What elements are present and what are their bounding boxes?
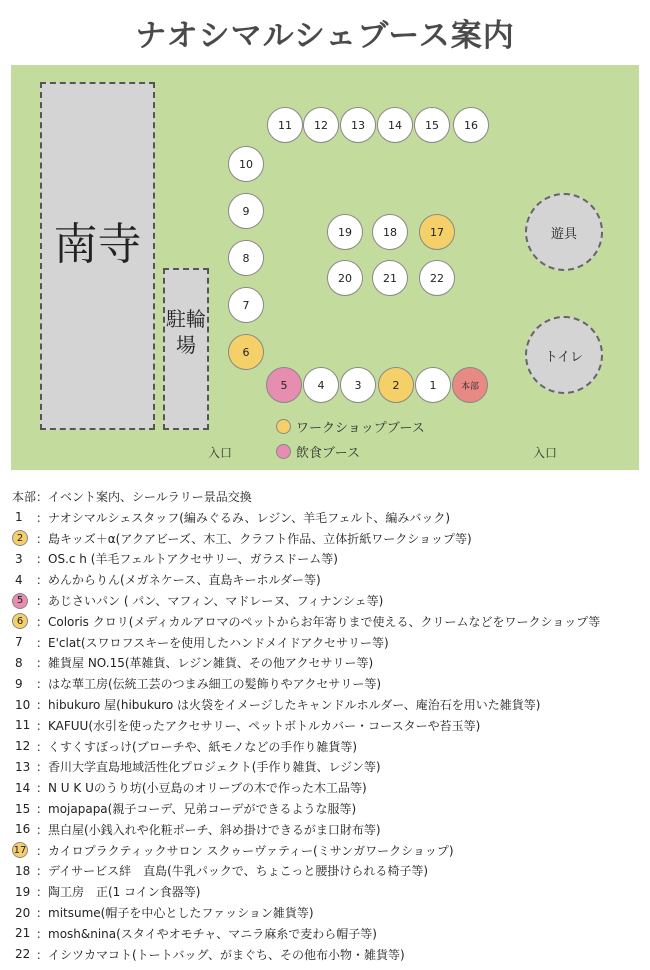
list-item <box>12 632 650 653</box>
list-item-number <box>12 530 36 546</box>
list-item-number <box>12 718 36 732</box>
booth-number-icon: 6 <box>12 613 28 629</box>
toilet: トイレ <box>525 316 603 394</box>
list-item-number <box>12 573 36 587</box>
list-item <box>12 653 650 674</box>
list-item-description: デイサービス絆 直島(牛乳パックで、ちょこっと腰掛けられる椅子等) <box>48 864 429 879</box>
booth-12[interactable]: 12 <box>303 107 339 143</box>
list-item-description: くすくすぼっけ(ブローチや、紙モノなどの手作り雑貨等) <box>48 739 358 754</box>
booth-number: 8 <box>15 655 23 670</box>
entrance-right-label: 入口 <box>533 446 558 460</box>
list-item-description: mojapapa(親子コーデ、兄弟コーデができるような服等) <box>48 802 357 817</box>
booth-number-icon: 5 <box>12 593 28 609</box>
list-item-description: はな華工房(伝統工芸のつまみ細工の髪飾りやアクセサリー等) <box>48 677 382 692</box>
booth-8[interactable]: 8 <box>228 240 264 276</box>
legend-workshop-label: ワークショップブース <box>296 421 425 436</box>
list-item <box>12 819 650 840</box>
list-item-colon: ： <box>36 677 49 692</box>
list-item <box>12 757 650 778</box>
booth-number: 19 <box>15 884 31 899</box>
list-item-colon: ： <box>36 947 49 962</box>
list-item-colon: ： <box>36 885 49 900</box>
list-item-colon: ： <box>36 739 49 754</box>
temple-label: 南寺 <box>53 219 142 270</box>
booth-16[interactable]: 16 <box>453 107 489 143</box>
list-item <box>12 507 650 528</box>
booth-list <box>12 487 650 965</box>
booth-number: 14 <box>15 780 31 795</box>
list-item-description: E'clat(スワロフスキーを使用したハンドメイドアクセサリー等) <box>48 635 389 650</box>
list-item-colon: ： <box>36 614 49 629</box>
playground: 遊具 <box>525 193 603 271</box>
booth-20[interactable]: 20 <box>327 260 363 296</box>
booth-number: 20 <box>15 905 31 920</box>
booth-3[interactable]: 3 <box>340 367 376 403</box>
list-item <box>12 590 650 611</box>
booth-22[interactable]: 22 <box>419 260 455 296</box>
list-item-number <box>12 947 36 961</box>
list-item-number <box>12 698 36 712</box>
list-item <box>12 798 650 819</box>
legend-food <box>276 442 360 461</box>
list-item-number <box>12 510 36 524</box>
booth-6[interactable]: 6 <box>228 334 264 370</box>
booth-number: 12 <box>15 739 31 754</box>
page-title: ナオシマルシェブース案内 <box>135 18 515 54</box>
booth-18[interactable]: 18 <box>372 214 408 250</box>
list-item-colon: ： <box>36 822 49 837</box>
list-item <box>12 569 650 590</box>
list-item <box>12 549 650 570</box>
list-item-description: N U K Uのうり坊(小豆島のオリーブの木で作った木工品等) <box>48 781 367 796</box>
list-item-colon: ： <box>36 594 49 609</box>
list-item-number <box>12 864 36 878</box>
list-item-description: mosh&nina(スタイやオモチャ、マニラ麻糸で麦わら帽子等) <box>48 926 377 941</box>
booth-13[interactable]: 13 <box>340 107 376 143</box>
list-item <box>12 902 650 923</box>
list-item-colon: ： <box>36 656 49 671</box>
list-item-number <box>12 613 36 629</box>
list-item-description: OS.c h (羊毛フェルトアクセサリー、ガラスドーム等) <box>48 552 338 567</box>
list-item <box>12 715 650 736</box>
list-item-colon: ： <box>36 760 49 775</box>
booth-11[interactable]: 11 <box>267 107 303 143</box>
list-item-description: KAFUU(水引を使ったアクセサリー、ペットボトルカバー・コースターや苔玉等) <box>48 718 481 733</box>
list-item <box>12 611 650 632</box>
booth-2[interactable]: 2 <box>378 367 414 403</box>
list-item-number <box>12 635 36 649</box>
list-item-description: 香川大学直島地域活性化プロジェクト(手作り雑貨、レジン等) <box>48 760 381 775</box>
booth-1[interactable]: 1 <box>415 367 451 403</box>
list-item <box>12 736 650 757</box>
list-item-colon: ： <box>36 510 49 525</box>
list-item-description: 島キッズ＋α(アクアビーズ、木工、クラフト作品、立体折紙ワークショップ等) <box>48 531 472 546</box>
list-item-number <box>12 552 36 566</box>
booth-number: 1 <box>15 510 23 525</box>
list-item-colon: ： <box>36 552 49 567</box>
list-item-colon: ： <box>36 906 49 921</box>
booth-number: 21 <box>15 926 31 941</box>
list-item-colon: ： <box>36 843 49 858</box>
hq-description: 本部：イベント案内、シールラリー景品交換 <box>12 490 252 504</box>
booth-number: 3 <box>15 551 23 566</box>
list-item <box>12 923 650 944</box>
list-item <box>12 861 650 882</box>
list-item <box>12 777 650 798</box>
list-item-colon: ： <box>36 635 49 650</box>
list-item-description: イシツカマコト(トートバッグ、がまぐち、その他布小物・雑貨等) <box>48 947 405 962</box>
booth-19[interactable]: 19 <box>327 214 363 250</box>
list-item-number <box>12 781 36 795</box>
list-item-colon: ： <box>36 718 49 733</box>
list-item-description: 雑貨屋 NO.15(革雑貨、レジン雑貨、その他アクセサリー等) <box>48 656 374 671</box>
list-item <box>12 944 650 965</box>
booth-number: 4 <box>15 572 23 587</box>
bicycle-parking <box>163 268 209 430</box>
list-item-colon: ： <box>36 802 49 817</box>
list-item <box>12 840 650 861</box>
list-item-number <box>12 822 36 836</box>
booth-number-icon: 17 <box>12 842 28 858</box>
booth-10[interactable]: 10 <box>228 146 264 182</box>
list-item-description: Coloris クロリ(メディカルアロマのペットからお年寄りまで使える、クリームなどをワークショップ等 <box>48 614 601 629</box>
food-legend-icon <box>276 444 291 459</box>
list-item-description: 陶工房 正(1 コイン食器等) <box>48 885 201 900</box>
list-item-number <box>12 906 36 920</box>
booth-number: 10 <box>15 697 31 712</box>
booth-hq[interactable]: 本部 <box>452 367 488 403</box>
booth-9[interactable]: 9 <box>228 193 264 229</box>
list-item-number <box>12 842 36 858</box>
booth-5[interactable]: 5 <box>266 367 302 403</box>
list-item-description: hibukuro 屋(hibukuro は火袋をイメージしたキャンドルホルダー、庵治石を用いた雑貨等) <box>48 698 541 713</box>
booth-number: 22 <box>15 947 31 962</box>
list-item-description: カイロプラクティックサロン スクゥーヴァティー(ミサンガワークショップ) <box>48 843 454 858</box>
list-item-number <box>12 739 36 753</box>
list-item-number <box>12 760 36 774</box>
booth-4[interactable]: 4 <box>303 367 339 403</box>
list-item-colon: ： <box>36 781 49 796</box>
list-item-colon: ： <box>36 698 49 713</box>
booth-15[interactable]: 15 <box>414 107 450 143</box>
list-item-number <box>12 593 36 609</box>
booth-number-icon: 2 <box>12 530 28 546</box>
list-item-number <box>12 656 36 670</box>
list-item-colon: ： <box>36 573 49 588</box>
list-item-description: 黒白屋(小銭入れや化粧ポーチ、斜め掛けできるがま口財布等) <box>48 822 381 837</box>
booth-number: 16 <box>15 822 31 837</box>
list-item <box>12 528 650 549</box>
list-item-description: mitsume(帽子を中心としたファッション雑貨等) <box>48 906 314 921</box>
list-item-colon: ： <box>36 531 49 546</box>
booth-14[interactable]: 14 <box>377 107 413 143</box>
booth-number: 7 <box>15 635 23 650</box>
booth-number: 18 <box>15 863 31 878</box>
booth-7[interactable]: 7 <box>228 287 264 323</box>
list-item-description: あじさいパン ( パン、マフィン、マドレーヌ、フィナンシェ等) <box>48 594 384 609</box>
legend-workshop <box>276 417 425 436</box>
booth-17[interactable]: 17 <box>419 214 455 250</box>
list-item-number <box>12 885 36 899</box>
booth-number: 9 <box>15 676 23 691</box>
bicycle-parking-label: 駐輪場 <box>166 307 206 357</box>
list-item-description: ナオシマルシェスタッフ(編みぐるみ、レジン、羊毛フェルト、編みバック) <box>48 510 451 525</box>
list-item-number <box>12 802 36 816</box>
venue-map <box>11 65 639 470</box>
list-item-colon: ： <box>36 926 49 941</box>
legend-food-label: 飲食ブース <box>296 446 360 461</box>
list-item-number <box>12 926 36 940</box>
booth-number: 15 <box>15 801 31 816</box>
entrance-left-label: 入口 <box>208 446 233 460</box>
booth-21[interactable]: 21 <box>372 260 408 296</box>
list-item <box>12 694 650 715</box>
list-item-colon: ： <box>36 864 49 879</box>
list-item <box>12 673 650 694</box>
list-item-number <box>12 677 36 691</box>
workshop-legend-icon <box>276 419 291 434</box>
booth-number: 11 <box>15 718 31 733</box>
temple-building <box>40 82 155 430</box>
booth-number: 13 <box>15 759 31 774</box>
list-item-description: めんからりん(メガネケース、直島キーホルダー等) <box>48 573 321 588</box>
list-item <box>12 881 650 902</box>
